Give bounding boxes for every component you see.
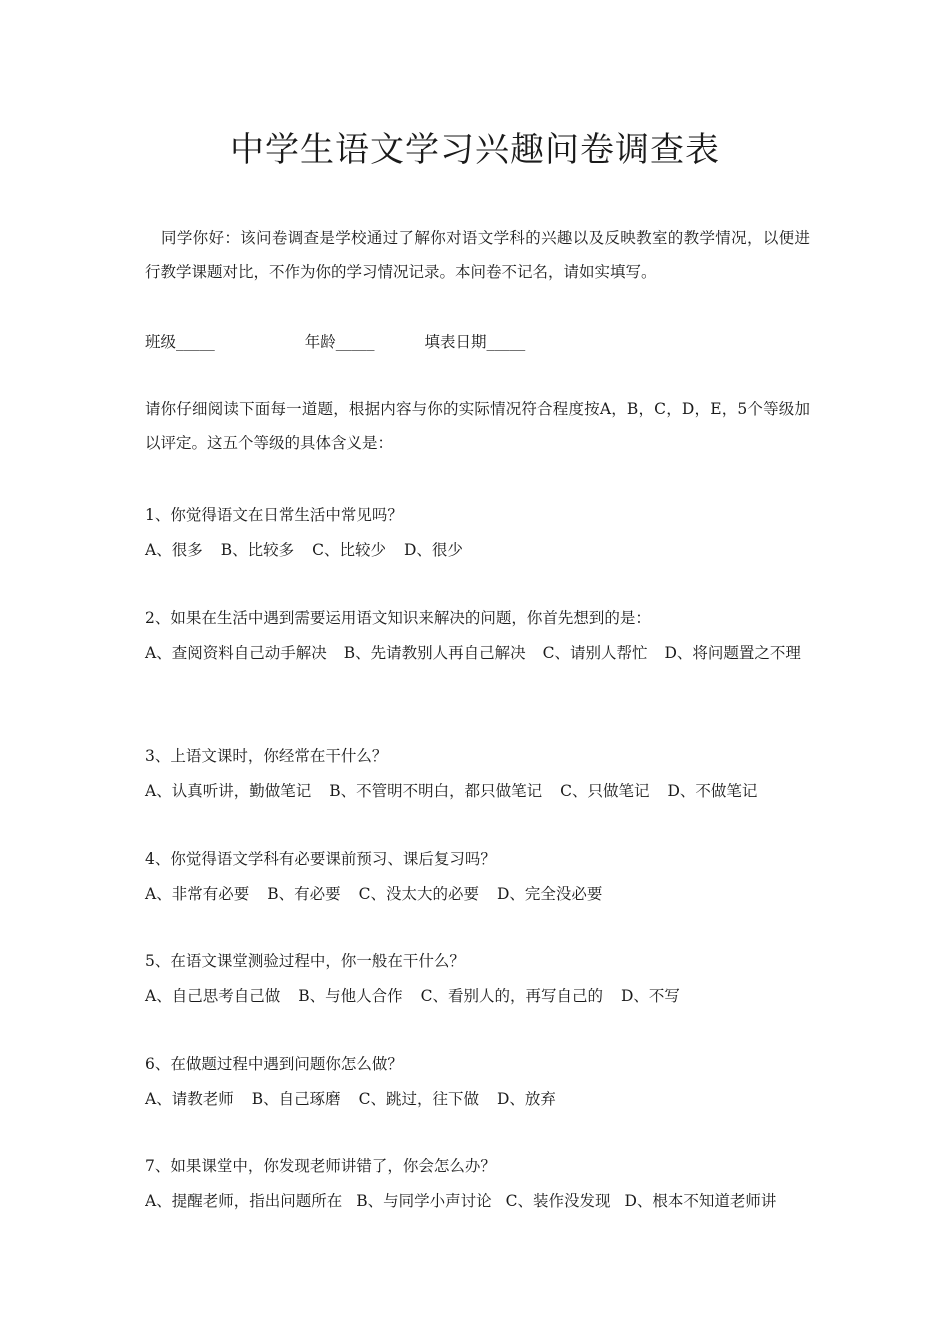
option-c: C、请别人帮忙 [542, 644, 648, 662]
option-a: A、请教老师 [145, 1090, 234, 1108]
option-c: C、装作没发现 [505, 1192, 611, 1210]
question-options [145, 875, 810, 913]
question-options [145, 1080, 810, 1118]
option-a: A、认真听讲，勤做笔记 [145, 782, 312, 800]
option-a: A、很多 [145, 541, 203, 559]
question-6 [145, 1050, 810, 1118]
option-c: C、只做笔记 [560, 782, 650, 800]
option-b: B、有必要 [267, 885, 341, 903]
intro-paragraph: 同学你好：该问卷调查是学校通过了解你对语文学科的兴趣以及反映教室的教学情况，以便进行教学课题对比，不作为你的学习情况记录。本问卷不记名，请如实填写。 [145, 229, 810, 281]
question-7 [145, 1152, 810, 1220]
question-options [145, 531, 810, 569]
option-c: C、比较少 [312, 541, 386, 559]
question-text: 2、如果在生活中遇到需要运用语文知识来解决的问题，你首先想到的是： [145, 609, 651, 627]
instruction-paragraph: 请你仔细阅读下面每一道题，根据内容与你的实际情况符合程度按A，B，C，D，E，5个等级加以评定。这五个等级的具体含义是： [145, 400, 810, 452]
option-d: D、完全没必要 [496, 885, 603, 903]
option-d: D、根本不知道老师讲 [624, 1192, 777, 1210]
date-field: 填表日期_____ [424, 333, 526, 351]
question-text: 6、在做题过程中遇到问题你怎么做？ [145, 1055, 403, 1073]
option-b: B、与他人合作 [298, 987, 403, 1005]
option-c: C、没太大的必要 [358, 885, 479, 903]
option-b: B、比较多 [220, 541, 295, 559]
option-b: B、不管明不明白，都只做笔记 [329, 782, 543, 800]
option-b: B、与同学小声讨论 [356, 1192, 492, 1210]
question-text: 3、上语文课时，你经常在干什么？ [145, 747, 388, 765]
question-text: 1、你觉得语文在日常生活中常见吗？ [145, 506, 403, 524]
option-d: D、将问题置之不理 [664, 644, 801, 662]
option-a: A、自己思考自己做 [145, 987, 281, 1005]
option-c: C、看别人的，再写自己的 [420, 987, 603, 1005]
question-3 [145, 742, 810, 810]
question-options [145, 772, 810, 810]
option-d: D、放弃 [496, 1090, 556, 1108]
option-d: D、很少 [403, 541, 463, 559]
option-a: A、提醒老师，指出问题所在 [145, 1192, 343, 1210]
option-a: A、查阅资料自己动手解决 [145, 644, 327, 662]
option-a: A、非常有必要 [145, 885, 250, 903]
option-b: B、先请教别人再自己解决 [343, 644, 526, 662]
question-text: 7、如果课堂中，你发现老师讲错了，你会怎么办？ [145, 1157, 496, 1175]
age-field: 年龄_____ [304, 333, 375, 351]
info-row [145, 328, 525, 356]
question-options [145, 634, 810, 672]
question-text: 5、在语文课堂测验过程中，你一般在干什么？ [145, 952, 465, 970]
question-5 [145, 947, 810, 1015]
question-text: 4、你觉得语文学科有必要课前预习、课后复习吗？ [145, 850, 496, 868]
option-b: B、自己琢磨 [251, 1090, 341, 1108]
option-d: D、不写 [620, 987, 680, 1005]
page-title: 中学生语文学习兴趣问卷调查表 [230, 130, 720, 170]
question-1 [145, 501, 810, 569]
question-options [145, 977, 810, 1015]
option-c: C、跳过，往下做 [358, 1090, 479, 1108]
question-2 [145, 604, 810, 672]
question-options [145, 1182, 810, 1220]
class-field: 班级_____ [145, 333, 215, 351]
question-4 [145, 845, 810, 913]
option-d: D、不做笔记 [667, 782, 758, 800]
